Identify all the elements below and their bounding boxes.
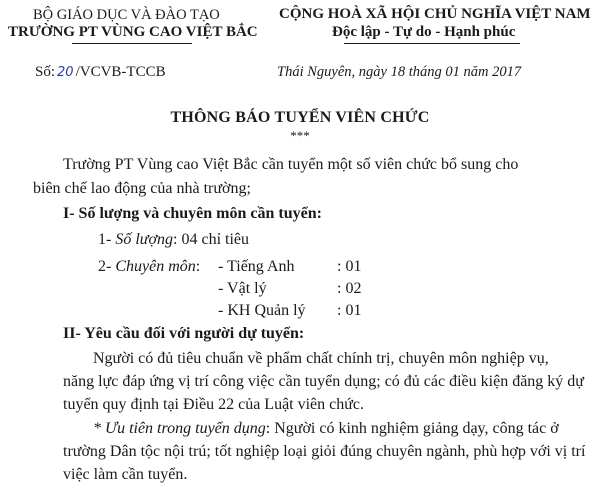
section-1-heading: I- Số lượng và chuyên môn cần tuyển:	[63, 205, 322, 222]
motto-underline	[344, 43, 520, 44]
doc-number-handwritten: 20	[57, 65, 74, 80]
major-count: : 02	[337, 280, 362, 297]
school-underline	[72, 43, 192, 44]
major-label: Chuyên môn	[115, 258, 196, 275]
ministry-name: BỘ GIÁO DỤC VÀ ĐÀO TẠO	[33, 7, 220, 23]
title-ornament: ***	[290, 128, 310, 143]
requirement-line-3: tuyển quy định tại Điều 22 của Luật viên chức.	[63, 396, 365, 413]
place-and-date: Thái Nguyên, ngày 18 tháng 01 năm 2017	[277, 64, 522, 80]
major-colon: :	[195, 258, 201, 275]
nation-name: CỘNG HOÀ XÃ HỘI CHỦ NGHĨA VIỆT NAM	[279, 6, 591, 22]
major-name: - Tiếng Anh	[218, 258, 295, 275]
major-item	[98, 258, 200, 276]
document-title: THÔNG BÁO TUYỂN VIÊN CHỨC	[170, 109, 430, 126]
major-name: - KH Quản lý	[218, 302, 306, 319]
doc-number-label: Số:	[35, 64, 56, 80]
quantity-prefix: 1-	[98, 231, 116, 248]
priority-label: * Ưu tiên trong tuyển dụng	[93, 420, 266, 437]
requirement-line-1: Người có đủ tiêu chuẩn về phẩm chất chính trị, chuyên môn nghiệp vụ,	[93, 350, 549, 367]
priority-rest: : Người có kinh nghiệm giảng dạy, công tác ở	[265, 420, 559, 437]
section-2-heading: II- Yêu cầu đối với người dự tuyển:	[63, 325, 305, 342]
quantity-value: : 04 chỉ tiêu	[173, 231, 250, 248]
school-name: TRƯỜNG PT VÙNG CAO VIỆT BẮC	[8, 24, 258, 40]
major-count: : 01	[337, 302, 362, 319]
major-name: - Vật lý	[218, 280, 267, 297]
priority-line-2: trường Dân tộc nội trú; tốt nghiệp loại giỏi đúng chuyên ngành, phù hợp với vị trí	[63, 443, 586, 460]
document-number	[35, 64, 166, 81]
priority-line-1	[93, 420, 559, 438]
national-motto: Độc lập - Tự do - Hạnh phúc	[332, 24, 516, 40]
intro-line-1: Trường PT Vùng cao Việt Bắc cần tuyển một số viên chức bổ sung cho	[63, 156, 519, 173]
doc-number-suffix: /VCVB-TCCB	[75, 64, 166, 80]
major-count: : 01	[337, 258, 362, 275]
requirement-line-2: năng lực đáp ứng vị trí công việc cần tuyển dụng; có đủ các điều kiện đăng ký dự	[63, 373, 584, 390]
quantity-item	[98, 231, 249, 249]
intro-line-2: biên chế lao động của nhà trường;	[33, 180, 251, 197]
major-prefix: 2-	[98, 258, 116, 275]
priority-line-3: việc làm cần tuyển.	[63, 466, 188, 483]
quantity-label: Số lượng	[115, 231, 174, 248]
